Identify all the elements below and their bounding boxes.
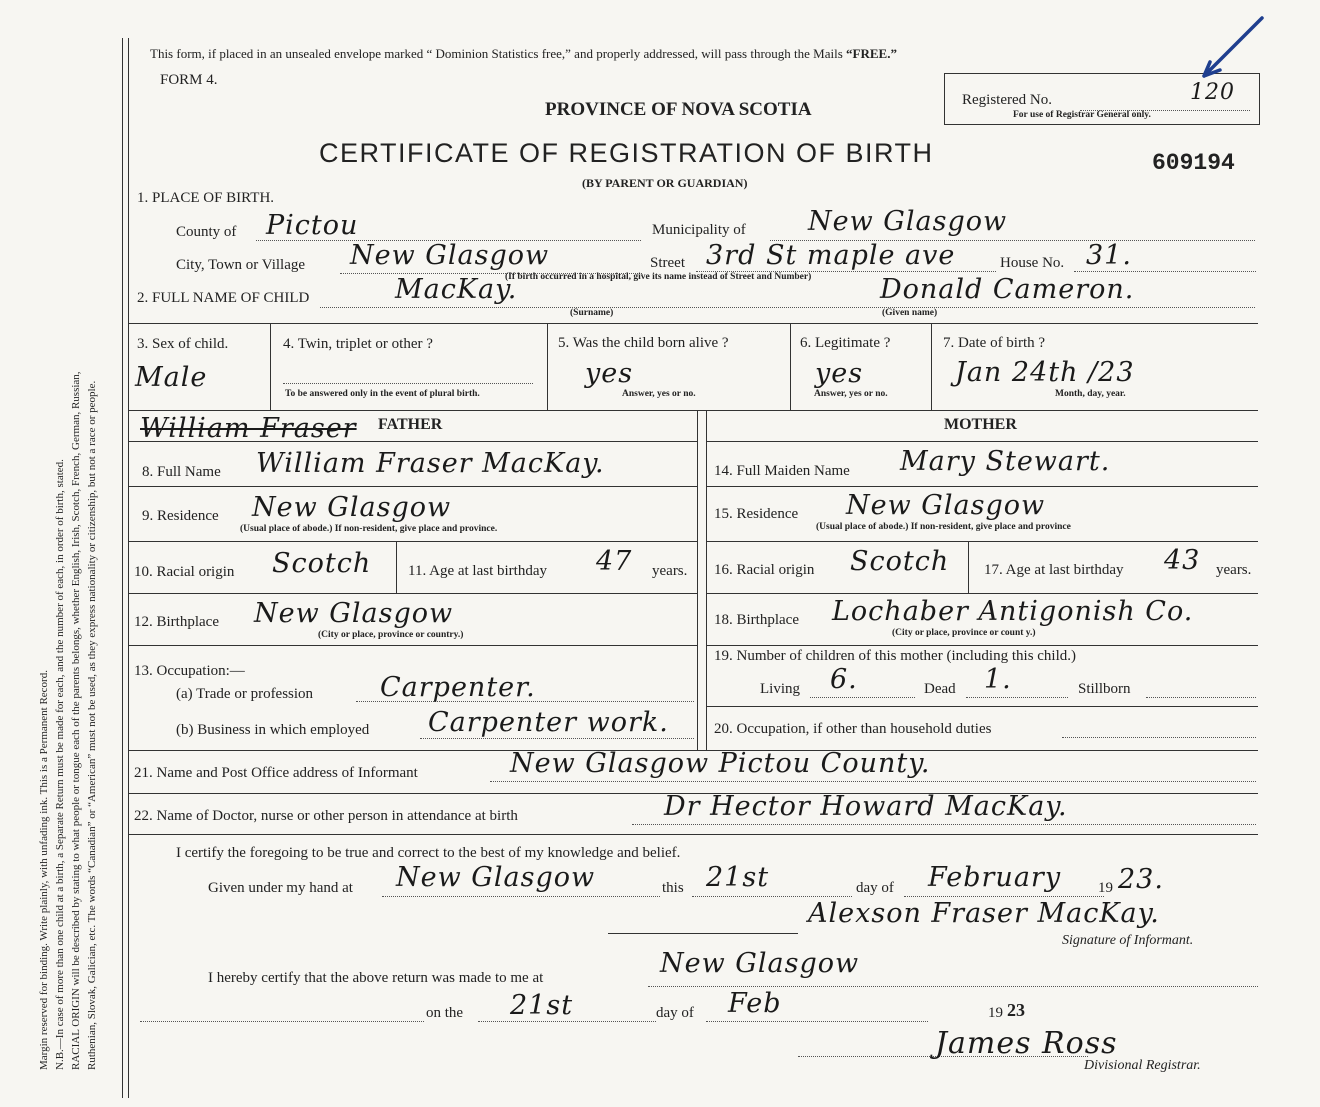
house-label: House No.: [1000, 255, 1065, 271]
municipality-label: Municipality of: [652, 222, 746, 238]
margin-note-racial-origin: RACIAL ORIGIN will be described by stating to what people or tongue each of the parents belongs, whether English, Irish, Scotch, French, German, Russian,: [70, 371, 82, 1070]
living-label: Living: [760, 681, 800, 697]
municipality-value: New Glasgow: [808, 206, 1008, 237]
trade-value: Carpenter.: [380, 672, 536, 703]
twin-note: To be answered only in the event of plural birth.: [285, 389, 480, 399]
child-given-note: (Given name): [882, 308, 938, 318]
mother-name-label: 14. Full Maiden Name: [714, 463, 850, 479]
street-label: Street: [650, 255, 685, 271]
father-age-label: 11. Age at last birthday: [408, 563, 547, 579]
child-given-value: Donald Cameron.: [880, 274, 1135, 305]
dob-value: Jan 24th /23: [955, 357, 1135, 388]
father-racial-value: Scotch: [272, 548, 372, 579]
father-name-value: William Fraser MacKay.: [256, 448, 605, 479]
mother-residence-value: New Glasgow: [846, 490, 1046, 521]
place-of-birth-label: 1. PLACE OF BIRTH.: [137, 190, 275, 206]
this-label: this: [662, 880, 684, 896]
children-count-label: 19. Number of children of this mother (including this child.): [714, 648, 1077, 664]
mother-residence-note: (Usual place of abode.) If non-resident, give place and province: [816, 522, 1071, 532]
mother-occupation-label: 20. Occupation, if other than household duties: [714, 721, 992, 737]
given-label: Given under my hand at: [208, 880, 353, 896]
father-name-label: 8. Full Name: [142, 464, 221, 480]
alive-label: 5. Was the child born alive ?: [558, 335, 729, 351]
city-value: New Glasgow: [350, 240, 550, 271]
dob-note: Month, day, year.: [1055, 389, 1126, 399]
informant-label: 21. Name and Post Office address of Informant: [134, 765, 418, 781]
father-heading: FATHER: [378, 416, 443, 433]
doctor-value: Dr Hector Howard MacKay.: [664, 791, 1068, 822]
legitimate-note: Answer, yes or no.: [814, 389, 888, 399]
father-birthplace-label: 12. Birthplace: [134, 614, 219, 630]
father-racial-label: 10. Racial origin: [134, 564, 235, 580]
dead-label: Dead: [924, 681, 956, 697]
mother-age-label: 17. Age at last birthday: [984, 562, 1124, 578]
given-place-value: New Glasgow: [396, 862, 596, 893]
mother-racial-value: Scotch: [850, 546, 950, 577]
legitimate-value: yes: [815, 358, 864, 389]
informant-signature: Alexson Fraser MacKay.: [808, 898, 1160, 929]
father-birthplace-value: New Glasgow: [254, 598, 454, 629]
registered-value: 120: [1190, 80, 1235, 105]
mother-name-value: Mary Stewart.: [900, 446, 1111, 477]
stillborn-label: Stillborn: [1078, 681, 1131, 697]
margin-note-multiple-birth: N.B.—In case of more than one child at a birth, a Separate Return must be made for each, and the number of each, in order of birth, stated.: [54, 459, 66, 1070]
given-day-of-label: day of: [856, 880, 894, 896]
father-age-value: 47: [596, 546, 633, 577]
form-number: FORM 4.: [160, 72, 218, 88]
registered-note: For use of Registrar General only.: [1013, 110, 1151, 120]
checkmark-icon: [1196, 14, 1266, 84]
occupation-label: 13. Occupation:—: [134, 663, 245, 679]
trade-label: (a) Trade or profession: [176, 686, 314, 702]
mother-racial-label: 16. Racial origin: [714, 562, 815, 578]
informant-signature-label: Signature of Informant.: [1062, 933, 1194, 948]
mother-age-value: 43: [1164, 545, 1201, 576]
given-year-prefix: 19: [1098, 880, 1113, 896]
county-label: County of: [176, 224, 237, 240]
dead-value: 1.: [984, 664, 1012, 695]
alive-note: Answer, yes or no.: [622, 389, 696, 399]
father-birthplace-note: (City or place, province or country.): [318, 630, 464, 640]
twin-label: 4. Twin, triplet or other ?: [283, 336, 433, 352]
registrar-year-value: 23: [1007, 1000, 1025, 1020]
mail-note-text: This form, if placed in an unsealed envelope marked “ Dominion Statistics free,” and properly addressed, will pass through the Mails: [150, 46, 843, 61]
informant-value: New Glasgow Pictou County.: [510, 748, 931, 779]
registrar-signature-label: Divisional Registrar.: [1084, 1058, 1201, 1073]
alive-value: yes: [585, 358, 634, 389]
father-residence-value: New Glasgow: [252, 492, 452, 523]
father-age-unit: years.: [652, 563, 688, 579]
certify-statement: I certify the foregoing to be true and correct to the best of my knowledge and belief.: [176, 845, 681, 861]
registrar-place-value: New Glasgow: [660, 948, 860, 979]
given-day-value: 21st: [706, 862, 770, 893]
mother-residence-label: 15. Residence: [714, 506, 799, 522]
doctor-label: 22. Name of Doctor, nurse or other person in attendance at birth: [134, 808, 518, 824]
child-surname-value: MacKay.: [395, 274, 518, 305]
margin-note-racial-origin-cont: Ruthenian, Slovak, Galician, etc. The words “Canadian” or “American” must not be used, as they express nationality or citizenship, but not a race or people.: [86, 380, 98, 1070]
mail-free: “FREE.”: [846, 46, 897, 61]
mother-heading: MOTHER: [944, 416, 1017, 433]
dob-label: 7. Date of birth ?: [943, 335, 1046, 351]
margin-note-binding: Margin reserved for binding. Write plainly, with unfading ink. This is a Permanent Record.: [38, 670, 50, 1070]
mother-age-unit: years.: [1216, 562, 1252, 578]
registrar-statement: I hereby certify that the above return was made to me at: [208, 970, 544, 986]
house-value: 31.: [1086, 240, 1132, 271]
mother-birthplace-label: 18. Birthplace: [714, 612, 799, 628]
city-label: City, Town or Village: [176, 257, 306, 273]
street-value: 3rd St maple ave: [706, 240, 956, 271]
registrar-on-label: on the: [426, 1005, 464, 1021]
mother-birthplace-note: (City or place, province or count y.): [892, 628, 1036, 638]
county-value: Pictou: [266, 210, 359, 241]
mail-note: [150, 46, 897, 62]
father-struck-name: William Fraser: [140, 413, 357, 444]
registrar-year-prefix: 19: [988, 1005, 1003, 1021]
certificate-number: 609194: [1152, 150, 1235, 176]
hospital-note: (If birth occurred in a hospital, give its name instead of Street and Number): [505, 272, 812, 282]
father-residence-note: (Usual place of abode.) If non-resident, give place and province.: [240, 524, 498, 534]
sex-value: Male: [135, 362, 208, 393]
margin-notes: [36, 0, 136, 1070]
left-border: [122, 38, 123, 1098]
certificate-subtitle: (BY PARENT OR GUARDIAN): [582, 176, 748, 190]
registrar-month-value: Feb: [728, 988, 782, 1019]
living-value: 6.: [830, 664, 858, 695]
left-border-inner: [128, 38, 129, 1098]
registrar-day-value: 21st: [510, 990, 574, 1021]
mother-birthplace-value: Lochaber Antigonish Co.: [832, 596, 1194, 627]
registrar-signature: James Ross: [935, 1026, 1118, 1061]
child-surname-note: (Surname): [570, 308, 614, 318]
child-name-label: 2. FULL NAME OF CHILD: [137, 290, 310, 306]
given-year-value: 23.: [1118, 864, 1164, 895]
legitimate-label: 6. Legitimate ?: [800, 335, 891, 351]
sex-label: 3. Sex of child.: [137, 336, 229, 352]
registrar-day-of-label: day of: [656, 1005, 694, 1021]
business-label: (b) Business in which employed: [176, 722, 370, 738]
father-residence-label: 9. Residence: [142, 508, 219, 524]
business-value: Carpenter work.: [428, 707, 669, 738]
registered-label: Registered No.: [962, 92, 1052, 108]
certificate-title: CERTIFICATE OF REGISTRATION OF BIRTH: [319, 138, 934, 168]
given-month-value: February: [928, 862, 1062, 893]
province-heading: PROVINCE OF NOVA SCOTIA: [545, 99, 812, 120]
